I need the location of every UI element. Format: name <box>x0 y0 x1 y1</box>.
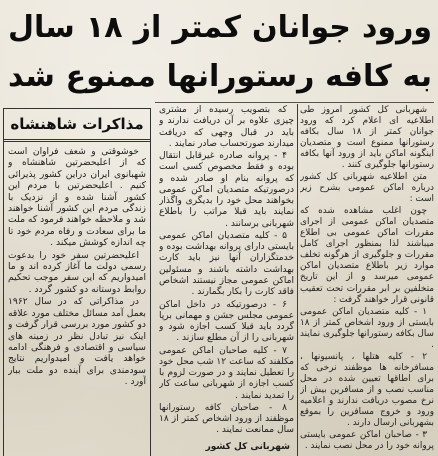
paragraph: متن اطلاعیه شهربانی کل کشور درباره اماکن عمومی بشرح زیر است : <box>300 172 434 205</box>
paragraph: ۳ - صاحبان اماکن عمومی بایستی پروانه خود را در محل نصب نمایند . <box>300 429 434 451</box>
side-article-body <box>8 146 146 454</box>
paragraph: اعلیحضرتین سفر خود را بدعوت رسمی دولت ما آغاز کرده اند و ما امیدواریم که این سفر موجب تحکیم روابط دوستانه دو کشور گردد . <box>8 249 146 295</box>
article-column-right <box>300 105 434 454</box>
paragraph: ۸ - صاحبان کافه رستورانها موظفند از ورود اشخاص کمتر از ۱۸ سال ممانعت نمایند . <box>159 402 294 436</box>
side-article-title: مذاکرات شاهنشاه <box>4 109 150 142</box>
paragraph: ۴ - پروانه صادره غیرقابل انتقال بوده و فقط مخصوص کسی است که پروانه بنام او صادر شده و درصورتیکه متصدیان اماکن عمومی بخواهند محل خود را بدیگری واگذار نمایند باید قبلا مراتب را باطلاع شهربانی برسانند . <box>159 151 294 229</box>
headline-line-1: ورود جوانان کمتر از ۱۸ سال <box>8 10 432 45</box>
paragraph: ۶ - درصورتیکه در داخل اماکن عمومی مجلس جشن و مهمانی برپا گردد باید قبلا کسب اجازه شود و شهربانی را از آن مطلع سازند . <box>159 299 294 344</box>
headline-line-2: به کافه رستورانها ممنوع شد <box>8 59 432 94</box>
paragraph: در مذاکراتی که در سال ۱۹۶۲ بعمل آمد مسائل مختلف مورد علاقه دو کشور مورد بررسی قرار گرفت و اینک نیز تبادل نظر در زمینه های سیاسی و اقتصادی و فرهنگی ادامه خواهد یافت و امیدواریم نتایج سودمندی برای آینده دو ملت ببار آورد . <box>8 296 146 388</box>
paragraph: شهربانی کل کشور امروز طی اطلاعیه ای اعلام کرد که ورود جوانان کمتر از ۱۸ سال بکافه رستورانها ممنوع است و متصدیان اینگونه اماکن باید از ورود آنها بکافه رستورانها جلوگیری کنند . <box>300 105 434 171</box>
paragraph: که بتصویب رسیده از مشتری چیزی علاوه بر آن دریافت ندارند و باید در قبال وجهی که دریافت میدارند صورتحساب صادر نمایند . <box>159 105 294 149</box>
article-signature: شهربانی کل کشور <box>205 442 290 452</box>
paragraph: ۲ - کلیه هتلها ، پانسیونها ، مسافرخانه ها موظفند نرخی که برای اطاقها تعیین شده در محل مناسب نصب و از مسافرین بیش از نرخ مصوب دریافت ندارند و اعلامیه ورود و خروج مسافرین را بموقع بشهربانی ارسال دارند . <box>300 351 434 428</box>
side-article <box>3 108 151 456</box>
column-divider <box>297 104 298 456</box>
article-column-middle <box>159 105 294 439</box>
paragraph: چون اغلب مشاهده شده که متصدیان اماکن عمومی از اجرای مقررات اماکن عمومی بی اطلاع میباشند لذا بمنظور اجرای کامل مقررات و جلوگیری از هرگونه تخلف موارد زیر باطلاع متصدیان اماکن عمومی میرسد و از این تاریخ متخلفین بر ابر مقررات تحت تعقیب قانونی قرار خواهند گرفت : <box>300 206 434 305</box>
paragraph: ۱ - کلیه متصدیان اماکن عمومی بایستی از ورود اشخاص کمتر از ۱۸ سال بکافه رستورانها جلوگیری نمایند . <box>300 306 434 350</box>
paragraph: ۷ - کلیه صاحبان اماکن عمومی مکلفند که ساعت ۱۲ شب محل خود را تعطیل نمایند و در صورت لزوم با کسب اجازه از شهربانی ساعت کار را تمدید نمایند . <box>159 345 294 401</box>
paragraph: خوشوقتی و شعف فراوان است که از اعلیحضرتین شاهنشاه و شهبانوی ایران دراین کشور پذیرائی کنیم . اعلیحضرتین با مردم این کشور آشنا شده و از نزدیک با زندگی مردم این کشور آشنا خواهند شد و ملاحظه خواهند فرمود که ملت ما برای سعادت و رفاه مردم خود تا چه اندازه کوشش میکند . <box>8 146 146 249</box>
headline <box>8 3 432 101</box>
paragraph: ۵ - کلیه متصدیان اماکن عمومی بایستی دارای پروانه بهداشت بوده و خدمتگزاران آنها نیز باید کارت بهداشت داشته باشند و مسئولین اماکن عمومی مجاز نیستند اشخاص فاقد کارت را بکار بگمارند . <box>159 230 294 298</box>
headline-divider <box>155 102 434 103</box>
